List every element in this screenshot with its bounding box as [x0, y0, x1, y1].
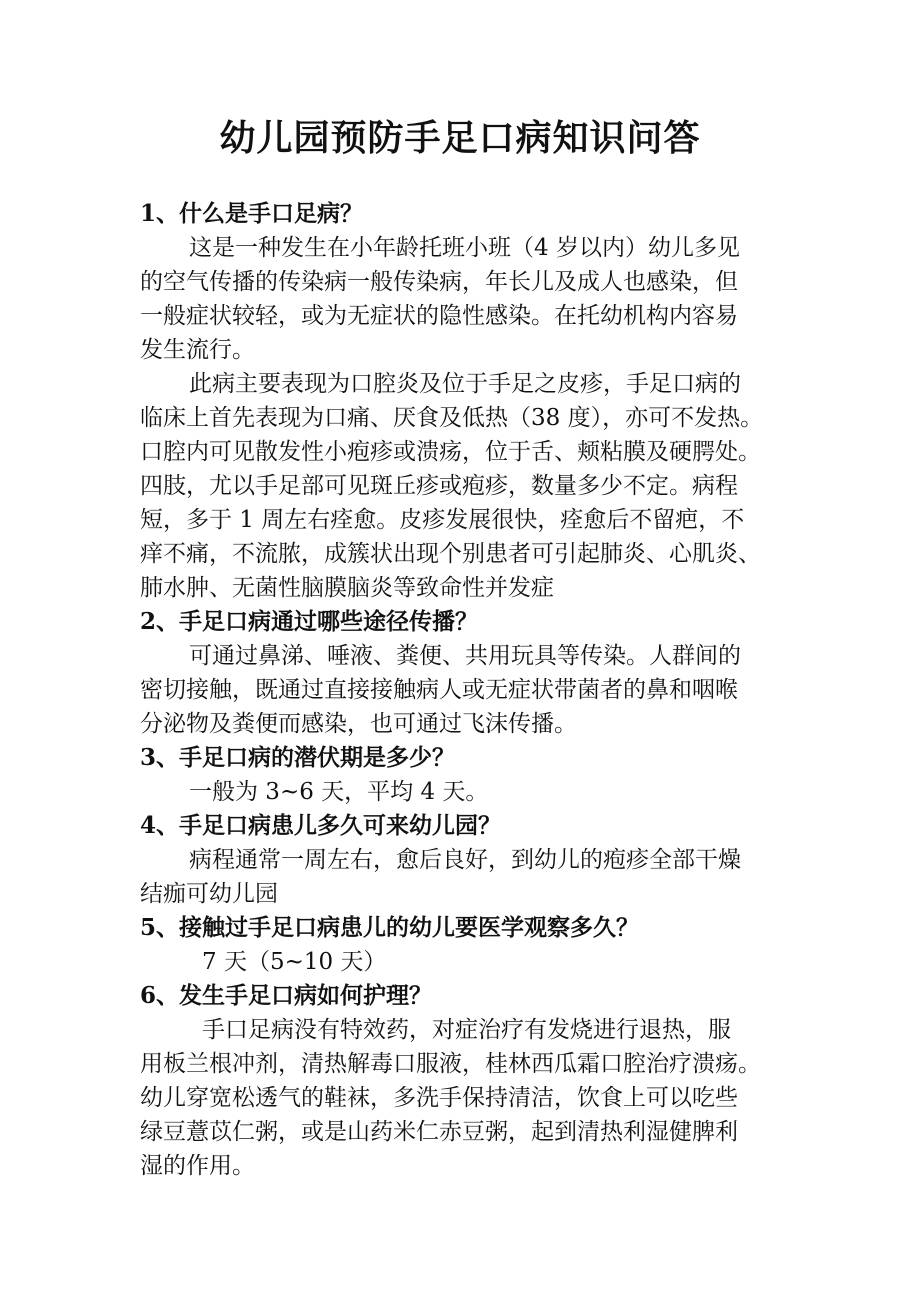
answer-text-line: 手口足病没有特效药，对症治疗有发烧进行退热，服: [202, 1017, 731, 1043]
answer-text-line: 发生流行。: [140, 337, 255, 363]
answer-text-line: 四肢，尤以手足部可见斑丘疹或疱疹，数量多少不定。病程: [140, 473, 738, 499]
document-body: [140, 197, 790, 1183]
answer-text-line: 结痂可幼儿园: [140, 881, 278, 907]
document-title: 幼儿园预防手足口病知识问答: [219, 117, 701, 159]
answer-text-line: 临床上首先表现为口痛、厌食及低热（38 度），亦可不发热。: [140, 405, 764, 431]
question-heading-3: 3、手足口病的潜伏期是多少？: [140, 744, 456, 771]
answer-text-line: 此病主要表现为口腔炎及位于手足之皮疹，手足口病的: [189, 371, 741, 397]
question-heading-2: 2、手足口病通过哪些途径传播？: [140, 608, 479, 635]
answer-text-line: 肺水肿、无菌性脑膜脑炎等致命性并发症: [140, 575, 554, 601]
answer-text-line: 一般症状较轻，或为无症状的隐性感染。在托幼机构内容易: [140, 303, 738, 329]
answer-text-line: 密切接触，既通过直接接触病人或无症状带菌者的鼻和咽喉: [140, 677, 738, 703]
answer-text-line: 短，多于 1 周左右痊愈。皮疹发展很快，痊愈后不留疤，不: [140, 507, 745, 533]
question-heading-1: 1、什么是手口足病？: [140, 200, 364, 227]
question-heading-6: 6、发生手足口病如何护理？: [140, 982, 433, 1009]
answer-text-line: 分泌物及粪便而感染，也可通过飞沫传播。: [140, 711, 577, 737]
answer-text-line: 的空气传播的传染病一般传染病，年长儿及成人也感染，但: [140, 269, 738, 295]
answer-text-line: 这是一种发生在小年龄托班小班（4 岁以内）幼儿多见: [189, 235, 740, 261]
answer-text-line: 病程通常一周左右，愈后良好，到幼儿的疱疹全部干燥: [189, 847, 741, 873]
answer-text-line: 绿豆薏苡仁粥，或是山药米仁赤豆粥，起到清热利湿健脾利: [140, 1119, 738, 1145]
question-heading-5: 5、接触过手足口病患儿的幼儿要医学观察多久？: [140, 914, 640, 941]
answer-text-line: 一般为 3~6 天，平均 4 天。: [189, 779, 489, 805]
answer-text-line: 幼儿穿宽松透气的鞋袜，多洗手保持清洁，饮食上可以吃些: [140, 1085, 738, 1111]
answer-text-line: 湿的作用。: [140, 1153, 255, 1179]
answer-text-line: 痒不痛，不流脓，成簇状出现个别患者可引起肺炎、心肌炎、: [140, 541, 761, 567]
question-heading-4: 4、手足口病患儿多久可来幼儿园？: [140, 812, 502, 839]
answer-text-line: 用板兰根冲剂，清热解毒口服液，桂林西瓜霜口腔治疗溃疡。: [140, 1051, 761, 1077]
answer-text-line: 可通过鼻涕、唾液、粪便、共用玩具等传染。人群间的: [189, 643, 741, 669]
answer-text-line: 口腔内可见散发性小疱疹或溃疡，位于舌、颊粘膜及硬腭处。: [140, 439, 761, 465]
answer-text-line: 7 天（5~10 天）: [202, 949, 387, 975]
